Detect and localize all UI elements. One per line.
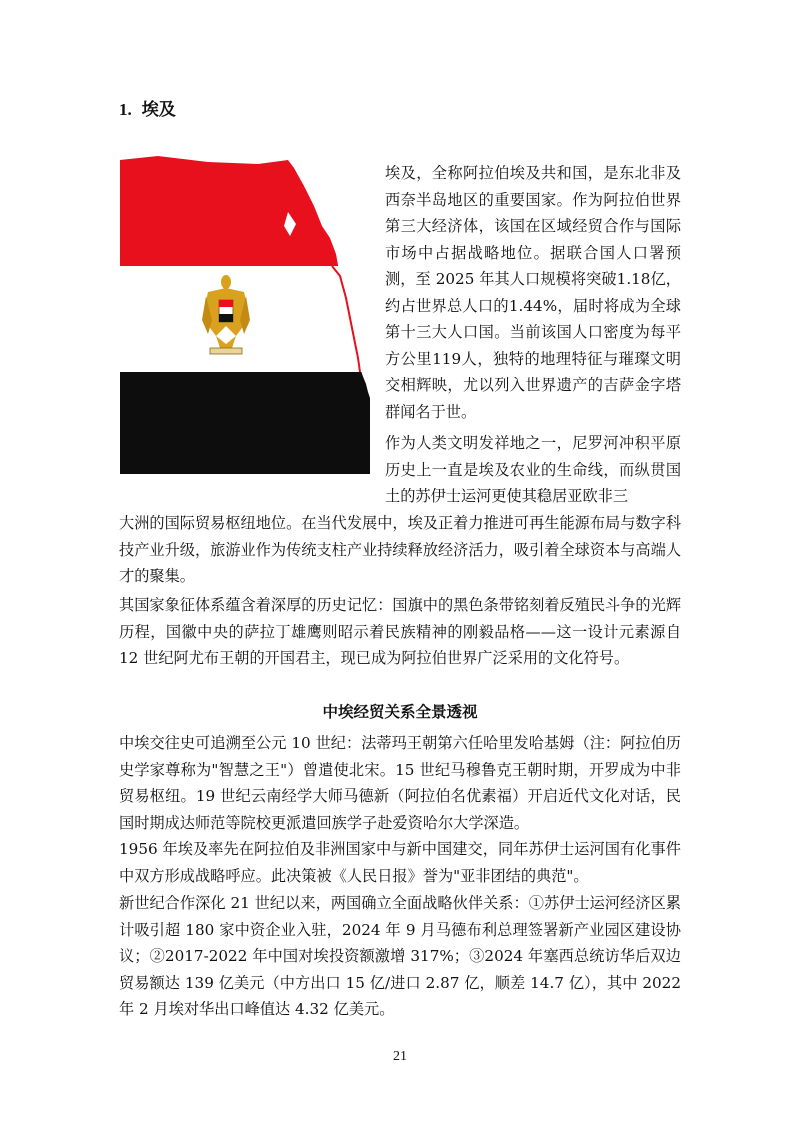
emblem-paragraph: 其国家象征体系蕴含着深厚的历史记忆：国旗中的黑色条带铭刻着反殖民斗争的光辉历程，国徽中央的萨拉丁雄鹰则昭示着民族精神的刚毅品格——这一设计元素源自 12 世纪阿尤布王朝的开国君主，现已成为阿拉伯世界广泛采用的文化符号。 — [119, 596, 681, 667]
section-heading — [119, 95, 186, 120]
flag-black-stripe — [118, 372, 370, 474]
egypt-flag-map-image — [118, 152, 370, 474]
diplomatic-1956-paragraph: 1956 年埃及率先在阿拉伯及非洲国家中与新中国建交，同年苏伊士运河国有化事件中双方形成战略呼应。此决策被《人民日报》誉为"亚非团结的典范"。 — [119, 840, 681, 885]
intro-paragraph: 埃及，全称阿拉伯埃及共和国，是东北非及西奈半岛地区的重要国家。作为阿拉伯世界第三大经济体，该国在区域经贸合作与国际市场中占据战略地位。据联合国人口署预测，至 2025 年其人口规模将突破1.18亿，约占世界总人口的1.44%，届时将成为全球第十三大人口国。当前该国人口密度为每平方公里119人，独特的地理特征与璀璨文明交相辉映，尤以列入世界遗产的吉萨金字塔群闻名于世。 — [385, 164, 681, 421]
flag-red-stripe — [118, 152, 370, 266]
page-number: 21 — [393, 1049, 407, 1064]
new-era-cooperation-paragraph: 新世纪合作深化 21 世纪以来，两国确立全面战略伙伴关系：①苏伊士运河经济区累计吸引超 180 家中资企业入驻，2024 年 9 月马德布利总理签署新产业园区建设协议；②2017-2022 年中国对埃投资额激增 317%；③2024 年塞西总统访华后双边贸易额达 139 亿美元（中方出口 15 亿/进口 2.87 亿，顺差 14.7 亿），其中 2022 年 2 月埃对华出口峰值达 4.32 亿美元。 — [119, 894, 681, 1018]
section-number: 1. — [119, 100, 132, 119]
nile-paragraph-part2: 大洲的国际贸易枢纽地位。在当代发展中，埃及正着力推进可再生能源布局与数字科技产业升级，旅游业作为传统支柱产业持续释放经济活力，吸引着全球资本与高端人才的聚集。 — [119, 514, 681, 585]
nile-paragraph-part1: 作为人类文明发祥地之一，尼罗河冲积平原历史上一直是埃及农业的生命线，而纵贯国土的苏伊士运河更使其稳居亚欧非三 — [385, 434, 681, 505]
trade-relations-subheading: 中埃经贸关系全景透视 — [322, 702, 478, 721]
section-title: 埃及 — [141, 100, 176, 119]
history-paragraph: 中埃交往史可追溯至公元 10 世纪：法蒂玛王朝第六任哈里发哈基姆（注：阿拉伯历史学家尊称为"智慧之王"）曾遣使北宋。15 世纪马穆鲁克王朝时期，开罗成为中非贸易枢纽。19 世纪云南经学大师马德新（阿拉伯名优素福）开启近代文化对话，民国时期成达师范等院校更派遣回族学子赴爱资哈尔大学深造。 — [119, 734, 681, 832]
